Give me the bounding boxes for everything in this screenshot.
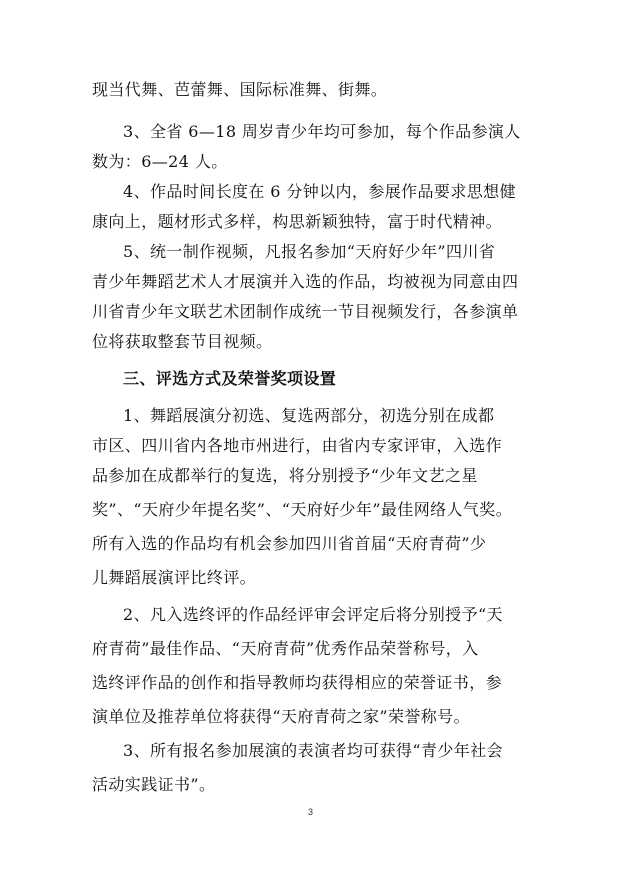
text-line: 选终评作品的创作和指导教师均获得相应的荣誉证书，参 (92, 673, 503, 692)
text-line: 3、全省 6—18 周岁青少年均可参加，每个作品参演人 (123, 122, 521, 141)
text-line: 府青荷”最佳作品、“天府青荷”优秀作品荣誉称号，入 (92, 639, 479, 658)
page-number: 3 (307, 807, 313, 817)
text-line: 活动实践证书”。 (92, 775, 216, 794)
text-line: 2、凡入选终评的作品经评审会评定后将分别授予“天 (123, 605, 503, 624)
text-line: 1、舞蹈展演分初选、复选两部分，初选分别在成都 (123, 406, 495, 425)
text-line: 演单位及推荐单位将获得“天府青荷之家”荣誉称号。 (92, 707, 470, 726)
text-line: 位将获取整套节目视频。 (92, 332, 273, 351)
text-line: 川省青少年文联艺术团制作成统一节目视频发行，各参演单 (92, 302, 519, 321)
section-heading: 三、评选方式及荣誉奖项设置 (123, 369, 337, 388)
text-line: 4、作品时间长度在 6 分钟以内，参展作品要求思想健 (123, 182, 516, 201)
text-line: 所有入选的作品均有机会参加四川省首届“天府青荷”少 (92, 534, 487, 553)
text-line: 青少年舞蹈艺术人才展演并入选的作品，均被视为同意由四 (92, 272, 519, 291)
text-line: 儿舞蹈展演评比终评。 (92, 568, 257, 587)
text-line: 数为：6—24 人。 (92, 152, 228, 171)
text-line: 现当代舞、芭蕾舞、国际标准舞、街舞。 (92, 80, 388, 99)
text-line: 品参加在成都举行的复选，将分别授予“少年文艺之星 (92, 466, 478, 485)
text-line: 3、所有报名参加展演的表演者均可获得“青少年社会 (123, 741, 503, 760)
text-line: 市区、四川省内各地市州进行，由省内专家评审，入选作 (92, 436, 503, 455)
text-line: 奖”、“天府少年提名奖”、“天府好少年”最佳网络人气奖。 (92, 500, 513, 519)
text-line: 5、统一制作视频，凡报名参加“天府好少年”四川省 (123, 242, 496, 261)
text-line: 康向上，题材形式多样，构思新颖独特，富于时代精神。 (92, 212, 503, 231)
